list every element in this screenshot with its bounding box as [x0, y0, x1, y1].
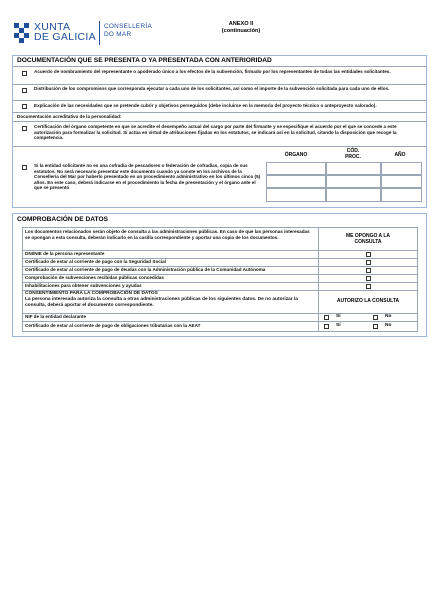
column-divider — [318, 227, 319, 332]
logo-line2: DE GALICIA — [34, 31, 96, 43]
logo-wordmark — [34, 22, 96, 42]
authorize-no-checkbox-2[interactable] — [373, 324, 378, 329]
check-row-1: DNI/NIE de la persona representante — [25, 251, 105, 256]
col-cod-line2: PROC. — [345, 154, 361, 160]
ano-input-row2[interactable] — [381, 175, 422, 188]
oppose-checkbox-3[interactable] — [366, 268, 371, 273]
data-check-section-title: COMPROBACIÓN DE DATOS — [17, 216, 108, 223]
oppose-checkbox-1[interactable] — [366, 252, 371, 257]
logo-sub2: DO MAR — [104, 31, 132, 38]
oppose-checkbox-4[interactable] — [366, 276, 371, 281]
doc-checkbox-5[interactable] — [22, 165, 27, 170]
logo-divider — [99, 21, 100, 45]
doc-checkbox-4[interactable] — [22, 126, 27, 131]
annex-heading — [196, 21, 286, 35]
no-label: No — [385, 314, 392, 319]
doc-item-4: Certificación del órgano competente en que se acredite el desempeño actual del cargo por parte del firmante y se especifique el acuerdo por el que se concede a este autorización para formalizar la solicitud. Si actúa en virtud de atribuciones fijadas en los estatutos, se indicará así en la solicitud, citando la disposición que recoge la competencia. — [34, 124, 397, 141]
col-organo-header: ÓRGANO — [284, 152, 308, 158]
divider — [13, 84, 426, 85]
col-ano-header: AÑO — [394, 152, 406, 158]
annex-subtitle: (continuación) — [221, 28, 261, 34]
divider — [13, 112, 426, 113]
cod-proc-input-row1[interactable] — [326, 162, 381, 175]
divider — [13, 121, 426, 122]
consent-row-2: Certificado de estar al corriente de pago de obligaciones tributarias con la AEAT — [25, 323, 201, 328]
divider — [13, 100, 426, 101]
consent-title: CONSENTIMIENTO PARA LA COMPROBACIÓN DE DATOS — [25, 291, 158, 296]
oppose-checkbox-5[interactable] — [366, 284, 371, 289]
organo-input-row3[interactable] — [266, 188, 326, 202]
consent-text: La persona interesada autoriza la consulta a otras administraciones públicas de los siguientes datos. De no autorizar la consulta, deberá aportar el documento correspondiente. — [25, 297, 298, 308]
organo-input-row2[interactable] — [266, 175, 326, 188]
doc-item-5: Si la entidad solicitante no es una cofradía de pescadores o federación de cofradías, copia de sus estatutos. No será necesario presentar este documento cuando ya conste en los archivos de la Consellería del Mar por haberlo presentado en un procedimiento administrativo en los últimos cinco (5) años. En este caso, deberá indicarse en el procedimiento la fecha de presentación y el órgano ante el que se presentó — [34, 163, 261, 191]
no-label: No — [385, 323, 392, 328]
authorize-yes-checkbox-2[interactable] — [324, 324, 329, 329]
authorize-header: AUTORIZO LA CONSULTA — [336, 298, 400, 304]
consent-row-1: NIF de la entidad declarante — [25, 314, 87, 319]
doc-item-1: Acuerdo de nombramiento del representante o apoderado único a los efectos de la subvención, firmado por los representantes de todas las entidades solicitantes. — [34, 69, 391, 74]
oppose-checkbox-2[interactable] — [366, 260, 371, 265]
col-cod-line1: CÓD. — [346, 148, 360, 154]
ano-input-row3[interactable] — [381, 188, 422, 202]
check-row-4: Comprobación de subvenciones recibidas públicas concedidas — [25, 275, 164, 280]
divider — [13, 146, 426, 147]
doc-checkbox-1[interactable] — [22, 71, 27, 76]
annex-title: ANEXO II — [228, 21, 254, 27]
logo-department — [104, 23, 152, 39]
divider — [13, 66, 426, 67]
yes-label: Sí — [336, 323, 341, 328]
ano-input-row1[interactable] — [381, 162, 422, 175]
authorize-no-checkbox-1[interactable] — [373, 315, 378, 320]
doc-item-2: Distribución de los compromisos que corresponda ejecutar a cada uno de los solicitantes, así como el importe de la subvención solicitada para cada uno de ellos. — [34, 86, 390, 91]
data-check-intro: Los documentos relacionados serán objeto de consulta a las administraciones públicas. En caso de que las personas interesadas se opongan a esta consulta, deberán indicarlo en la casilla correspondiente y aportar una copia de los documentos. — [25, 229, 310, 240]
check-row-2: Certificado de estar al corriente de pago con la Seguridad Social — [25, 259, 166, 264]
oppose-header-line1: ME OPONGO A LA — [345, 233, 391, 239]
doc-item-3: Explicación de las necesidades que se pretende cubrir y objetivos perseguidos (debe incluirse en la memoria del proyecto técnico o anteproyecto valorado). — [34, 103, 377, 108]
logo-line1: XUNTA — [34, 21, 71, 33]
xunta-emblem-icon — [13, 22, 31, 44]
organo-input-row1[interactable] — [266, 162, 326, 175]
yes-label: Sí — [336, 314, 341, 319]
personality-subheading: Documentación acreditativa de la personalidad: — [17, 114, 122, 119]
col-cod-proc-header — [328, 148, 378, 160]
oppose-header-line2: CONSULTA — [354, 239, 382, 245]
doc-checkbox-2[interactable] — [22, 88, 27, 93]
check-row-5: Inhabilitaciones para obtener subvenciones y ayudas — [25, 283, 142, 288]
authorize-yes-checkbox-1[interactable] — [324, 315, 329, 320]
cod-proc-input-row3[interactable] — [326, 188, 381, 202]
documentation-section-title: DOCUMENTACIÓN QUE SE PRESENTA O YA PRESENTADA CON ANTERIORIDAD — [17, 57, 272, 64]
cod-proc-input-row2[interactable] — [326, 175, 381, 188]
doc-checkbox-3[interactable] — [22, 104, 27, 109]
divider — [22, 321, 418, 322]
oppose-header — [320, 233, 416, 245]
check-row-3: Certificado de estar al corriente de pago de deudas con la Administración pública de la Comunidad Autónoma — [25, 267, 266, 272]
logo-sub1: CONSELLERÍA — [104, 23, 153, 30]
